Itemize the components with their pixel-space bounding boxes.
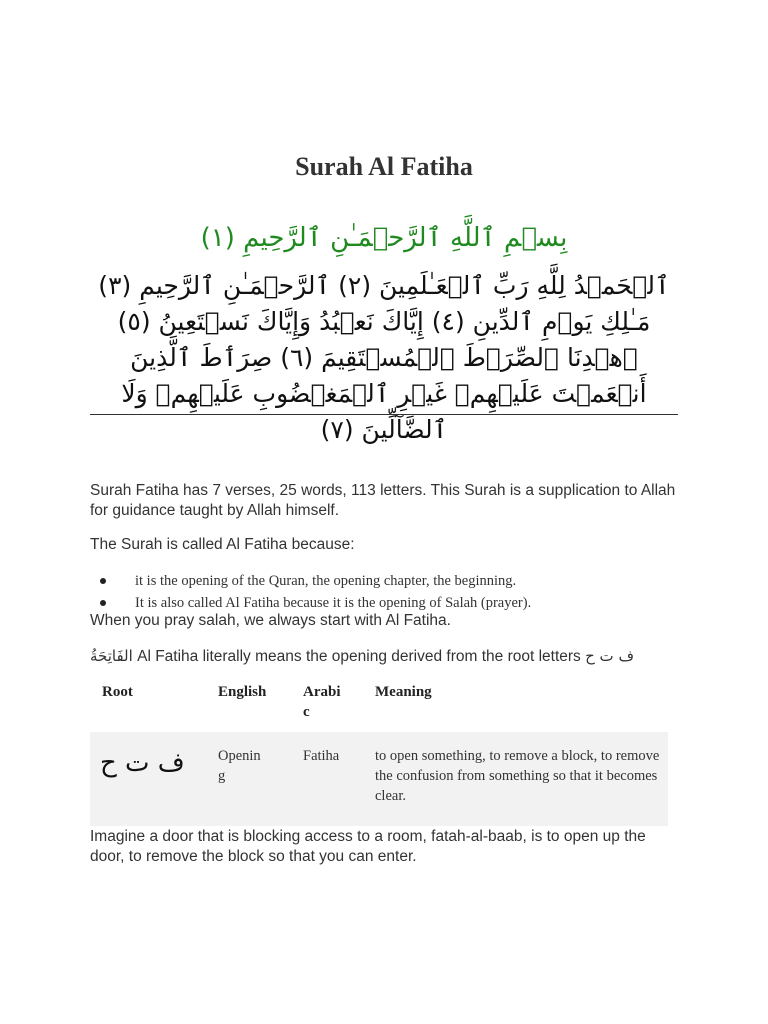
salah-paragraph: When you pray salah, we always start with Al Fatiha. [90, 612, 451, 629]
root-letters-inline: ف ت ح [585, 647, 634, 665]
horizontal-divider [90, 414, 678, 415]
list-item-text: it is the opening of the Quran, the opening chapter, the beginning. [135, 573, 517, 589]
bullet-icon [100, 578, 106, 584]
reason-heading-paragraph: The Surah is called Al Fatiha because: [90, 536, 355, 553]
table-header-english: English [218, 684, 267, 700]
basmala-verse: بِسۡمِ ٱللَّهِ ٱلرَّحۡمَـٰنِ ٱلرَّحِيمِ (١) [200, 223, 568, 253]
list-item [90, 570, 680, 592]
bullet-icon [100, 600, 106, 606]
arabic-word-fatiha: الفَاتِحَةُ [90, 647, 133, 665]
meaning-text: Al Fatiha literally means the opening derived from the root letters [132, 648, 586, 665]
list-item-text: It is also called Al Fatiha because it is the opening of Salah (prayer). [135, 595, 532, 611]
table-cell-meaning: to open something, to remove a block, to remove the confusion from something so that it becomes clear. [375, 748, 660, 804]
table-header-meaning: Meaning [375, 684, 432, 700]
table-cell-arabic: Fatiha [303, 748, 340, 764]
fatiha-verses: ٱلۡحَمۡدُ لِلَّهِ رَبِّ ٱلۡعَـٰلَمِينَ (٢) ٱلرَّحۡمَـٰنِ ٱلرَّحِيمِ (٣) مَـٰلِكِ يَوۡمِ ٱلدِّينِ (٤) إِيَّاكَ نَعۡبُدُ وَإِيَّاكَ نَسۡتَعِينُ (٥) ٱهۡدِنَا ٱلصِّرَٲطَ ٱلۡمُسۡتَقِيمَ (٦) صِرَٲطَ ٱلَّذِينَ أَنۡعَمۡتَ عَلَيۡهِمۡ غَيۡرِ ٱلۡمَغۡضُوبِ عَلَيۡهِمۡ وَلَا ٱلضَّآلِّينَ (٧) [98, 271, 670, 444]
meaning-paragraph [90, 646, 680, 667]
intro-paragraph: Surah Fatiha has 7 verses, 25 words, 113 letters. This Surah is a supplication to Allah for guidance taught by Allah himself. [90, 482, 676, 519]
reasons-list [90, 570, 680, 614]
table-cell-root: ف ت ح [100, 748, 185, 778]
table-header-root: Root [102, 684, 133, 700]
door-example-paragraph: Imagine a door that is blocking access to a room, fatah-al-baab, is to open up the door, to remove the block so that you can enter. [90, 828, 646, 865]
table-cell-english: Openin g [218, 748, 261, 784]
page-title: Surah Al Fatiha [295, 152, 473, 181]
table-header-arabic: Arabi c [303, 684, 341, 720]
